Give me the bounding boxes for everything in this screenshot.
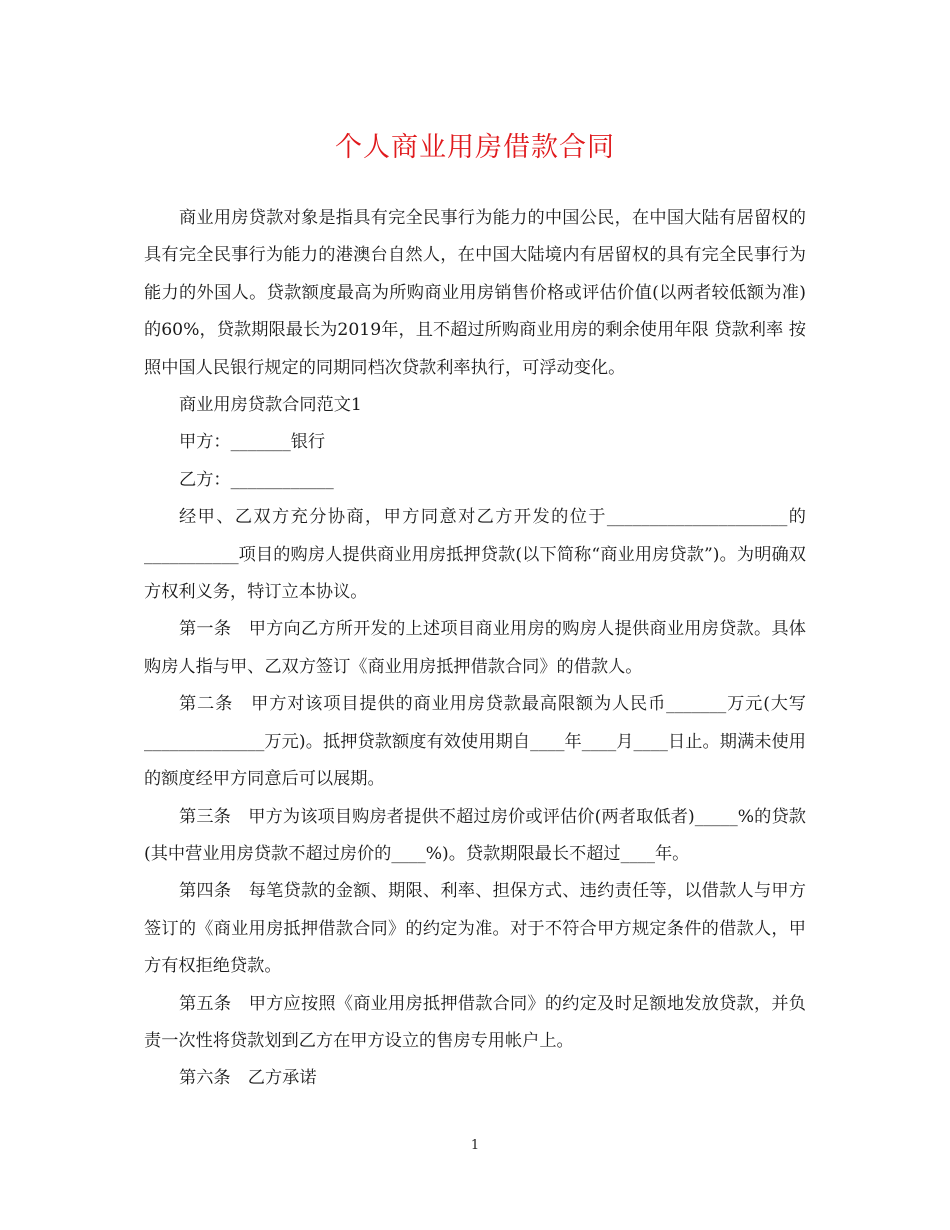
article-3: 第三条 甲方为该项目购房者提供不超过房价或评估价(两者取低者)_____%的贷款(其中营业用房贷款不超过房价的____%)。贷款期限最长不超过____年。 [144,806,806,864]
article-5: 第五条 甲方应按照《商业用房抵押借款合同》的约定及时足额地发放贷款，并负责一次性将贷款划到乙方在甲方设立的售房专用帐户上。 [144,993,806,1051]
document-title: 个人商业用房借款合同 [335,132,615,163]
preamble-paragraph: 经甲、乙双方充分协商，甲方同意对乙方开发的位于_____________________的___________项目的购房人提供商业用房抵押贷款(以下简称“商业用房贷款”)。为明确双方权利义务，特订立本协议。 [144,507,806,603]
intro-paragraph: 商业用房贷款对象是指具有完全民事行为能力的中国公民，在中国大陆有居留权的具有完全民事行为能力的港澳台自然人，在中国大陆境内有居留权的具有完全民事行为能力的外国人。贷款额度最高为所购商业用房销售价格或评估价值(以两者较低额为准)的60%，贷款期限最长为2019年，且不超过所购商业用房的剩余使用年限 贷款利率 按照中国人民银行规定的同期同档次贷款利率执行，可浮动变化。 [144,208,806,378]
article-1: 第一条 甲方向乙方所开发的上述项目商业用房的购房人提供商业用房贷款。具体购房人指与甲、乙双方签订《商业用房抵押借款合同》的借款人。 [144,619,806,677]
page-number: 1 [470,1138,480,1153]
article-2: 第二条 甲方对该项目提供的商业用房贷款最高限额为人民币_______万元(大写______________万元)。抵押贷款额度有效使用期自____年____月____日止。期满未使用的额度经甲方同意后可以展期。 [144,694,806,790]
article-4: 第四条 每笔贷款的金额、期限、利率、担保方式、违约责任等，以借款人与甲方签订的《商业用房抵押借款合同》的约定为准。对于不符合甲方规定条件的借款人，甲方有权拒绝贷款。 [144,881,806,977]
party-a-line: 甲方：_______银行 [179,432,326,453]
party-b-line: 乙方：____________ [179,469,334,490]
article-6: 第六条 乙方承诺 [179,1068,317,1089]
sample-heading: 商业用房贷款合同范文1 [179,395,362,416]
document-body [144,200,806,1098]
